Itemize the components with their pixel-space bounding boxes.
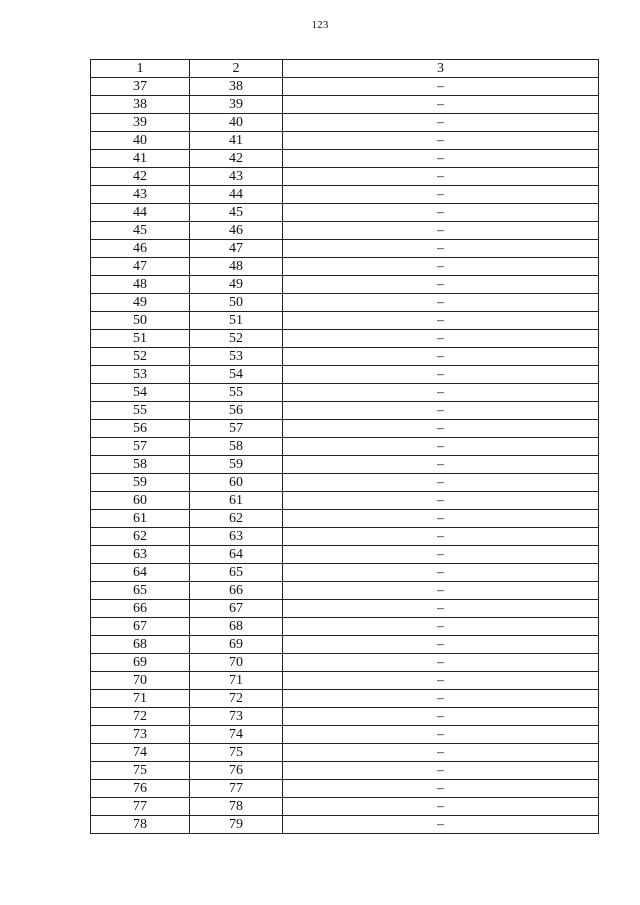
table-cell-col-2: 67 (190, 600, 283, 618)
table-cell-col-3: – (283, 798, 599, 816)
table-row (91, 294, 599, 312)
table-cell-col-1: 64 (91, 564, 190, 582)
table-cell-col-3: – (283, 690, 599, 708)
table-cell-col-1: 60 (91, 492, 190, 510)
table-cell-col-1: 61 (91, 510, 190, 528)
table-row (91, 186, 599, 204)
table-cell-col-3: – (283, 654, 599, 672)
table-cell-col-1: 53 (91, 366, 190, 384)
table-row (91, 150, 599, 168)
table-cell-col-2: 47 (190, 240, 283, 258)
table-cell-col-1: 55 (91, 402, 190, 420)
column-header-3: 3 (283, 60, 599, 78)
table-cell-col-2: 43 (190, 168, 283, 186)
table-row (91, 636, 599, 654)
table-cell-col-2: 58 (190, 438, 283, 456)
table-cell-col-2: 49 (190, 276, 283, 294)
table-cell-col-3: – (283, 204, 599, 222)
table-row (91, 798, 599, 816)
table-cell-col-1: 46 (91, 240, 190, 258)
table-row (91, 78, 599, 96)
table-cell-col-1: 71 (91, 690, 190, 708)
table-cell-col-2: 75 (190, 744, 283, 762)
table-cell-col-2: 48 (190, 258, 283, 276)
column-header-2: 2 (190, 60, 283, 78)
table-cell-col-2: 59 (190, 456, 283, 474)
table-cell-col-1: 68 (91, 636, 190, 654)
table-cell-col-1: 41 (91, 150, 190, 168)
table-row (91, 654, 599, 672)
table-cell-col-2: 74 (190, 726, 283, 744)
table-cell-col-3: – (283, 384, 599, 402)
table-cell-col-3: – (283, 744, 599, 762)
table-cell-col-1: 78 (91, 816, 190, 834)
table-cell-col-2: 44 (190, 186, 283, 204)
table-row (91, 528, 599, 546)
table-cell-col-3: – (283, 222, 599, 240)
table-cell-col-3: – (283, 564, 599, 582)
table-cell-col-2: 46 (190, 222, 283, 240)
table-row (91, 780, 599, 798)
table-cell-col-1: 54 (91, 384, 190, 402)
page-number: 123 (311, 19, 329, 31)
table-body (91, 78, 599, 834)
table-cell-col-1: 50 (91, 312, 190, 330)
table-cell-col-3: – (283, 438, 599, 456)
table-cell-col-1: 74 (91, 744, 190, 762)
table-row (91, 690, 599, 708)
table-cell-col-3: – (283, 618, 599, 636)
table-cell-col-2: 79 (190, 816, 283, 834)
table-cell-col-2: 69 (190, 636, 283, 654)
table-row (91, 402, 599, 420)
table-cell-col-2: 39 (190, 96, 283, 114)
table-cell-col-3: – (283, 240, 599, 258)
table-cell-col-2: 60 (190, 474, 283, 492)
table-cell-col-2: 78 (190, 798, 283, 816)
table-cell-col-1: 66 (91, 600, 190, 618)
table-cell-col-1: 73 (91, 726, 190, 744)
table-row (91, 204, 599, 222)
table-row (91, 618, 599, 636)
table-cell-col-3: – (283, 312, 599, 330)
table-cell-col-1: 58 (91, 456, 190, 474)
table-cell-col-2: 40 (190, 114, 283, 132)
table-cell-col-3: – (283, 726, 599, 744)
table-row (91, 456, 599, 474)
table-cell-col-3: – (283, 150, 599, 168)
table-cell-col-3: – (283, 96, 599, 114)
table-cell-col-3: – (283, 186, 599, 204)
table-row (91, 276, 599, 294)
table-cell-col-2: 56 (190, 402, 283, 420)
table-cell-col-3: – (283, 474, 599, 492)
table-cell-col-3: – (283, 78, 599, 96)
table-cell-col-2: 72 (190, 690, 283, 708)
table-cell-col-1: 65 (91, 582, 190, 600)
table-cell-col-1: 62 (91, 528, 190, 546)
table-cell-col-3: – (283, 132, 599, 150)
table-cell-col-3: – (283, 528, 599, 546)
table-cell-col-2: 68 (190, 618, 283, 636)
table-cell-col-1: 47 (91, 258, 190, 276)
table-cell-col-1: 63 (91, 546, 190, 564)
table-cell-col-2: 73 (190, 708, 283, 726)
table-cell-col-3: – (283, 276, 599, 294)
table-cell-col-2: 42 (190, 150, 283, 168)
table-cell-col-3: – (283, 366, 599, 384)
table-cell-col-2: 76 (190, 762, 283, 780)
table-cell-col-1: 56 (91, 420, 190, 438)
table-cell-col-2: 77 (190, 780, 283, 798)
table-cell-col-1: 57 (91, 438, 190, 456)
table-row (91, 366, 599, 384)
table-cell-col-2: 61 (190, 492, 283, 510)
table-header (91, 60, 599, 78)
table-cell-col-3: – (283, 114, 599, 132)
table-cell-col-2: 51 (190, 312, 283, 330)
table-cell-col-2: 53 (190, 348, 283, 366)
table-cell-col-2: 57 (190, 420, 283, 438)
table-cell-col-3: – (283, 258, 599, 276)
table-cell-col-2: 54 (190, 366, 283, 384)
table-row (91, 438, 599, 456)
table-row (91, 510, 599, 528)
table-cell-col-1: 39 (91, 114, 190, 132)
table-row (91, 348, 599, 366)
table-row (91, 222, 599, 240)
table-cell-col-3: – (283, 672, 599, 690)
table-cell-col-1: 52 (91, 348, 190, 366)
table-cell-col-1: 44 (91, 204, 190, 222)
table-cell-col-3: – (283, 330, 599, 348)
table-cell-col-1: 45 (91, 222, 190, 240)
header-row (91, 60, 599, 78)
table-cell-col-3: – (283, 636, 599, 654)
table-row (91, 492, 599, 510)
table-cell-col-1: 72 (91, 708, 190, 726)
table-cell-col-2: 63 (190, 528, 283, 546)
table-row (91, 258, 599, 276)
table-row (91, 330, 599, 348)
table-cell-col-3: – (283, 600, 599, 618)
table-cell-col-1: 48 (91, 276, 190, 294)
table-cell-col-1: 75 (91, 762, 190, 780)
table-row (91, 312, 599, 330)
table-row (91, 132, 599, 150)
table-cell-col-1: 43 (91, 186, 190, 204)
table-cell-col-2: 71 (190, 672, 283, 690)
table-cell-col-1: 69 (91, 654, 190, 672)
table-cell-col-2: 55 (190, 384, 283, 402)
table-row (91, 744, 599, 762)
table-cell-col-1: 76 (91, 780, 190, 798)
table-cell-col-2: 62 (190, 510, 283, 528)
table-cell-col-2: 45 (190, 204, 283, 222)
table-cell-col-2: 65 (190, 564, 283, 582)
table-cell-col-1: 37 (91, 78, 190, 96)
table-row (91, 708, 599, 726)
table-cell-col-1: 67 (91, 618, 190, 636)
table-row (91, 168, 599, 186)
table-cell-col-3: – (283, 510, 599, 528)
table-row (91, 762, 599, 780)
table-row (91, 816, 599, 834)
table-cell-col-3: – (283, 402, 599, 420)
table-row (91, 672, 599, 690)
table-cell-col-1: 59 (91, 474, 190, 492)
table-cell-col-3: – (283, 708, 599, 726)
table-row (91, 564, 599, 582)
table-row (91, 420, 599, 438)
column-header-1: 1 (91, 60, 190, 78)
table-cell-col-1: 42 (91, 168, 190, 186)
table-cell-col-1: 38 (91, 96, 190, 114)
table-cell-col-3: – (283, 456, 599, 474)
table-cell-col-3: – (283, 294, 599, 312)
table-cell-col-3: – (283, 492, 599, 510)
table-cell-col-1: 40 (91, 132, 190, 150)
table-row (91, 582, 599, 600)
table-cell-col-1: 49 (91, 294, 190, 312)
table-row (91, 384, 599, 402)
table-cell-col-3: – (283, 546, 599, 564)
table-row (91, 240, 599, 258)
table-cell-col-3: – (283, 168, 599, 186)
table-cell-col-3: – (283, 420, 599, 438)
table-row (91, 114, 599, 132)
table-row (91, 600, 599, 618)
table-cell-col-2: 52 (190, 330, 283, 348)
table-cell-col-1: 77 (91, 798, 190, 816)
data-table (90, 59, 599, 834)
table-cell-col-2: 70 (190, 654, 283, 672)
table-cell-col-3: – (283, 762, 599, 780)
table-cell-col-3: – (283, 816, 599, 834)
table-row (91, 96, 599, 114)
table-cell-col-1: 70 (91, 672, 190, 690)
table-cell-col-3: – (283, 780, 599, 798)
table-row (91, 726, 599, 744)
table-cell-col-3: – (283, 348, 599, 366)
table-cell-col-2: 66 (190, 582, 283, 600)
table-cell-col-1: 51 (91, 330, 190, 348)
table-cell-col-2: 41 (190, 132, 283, 150)
table-row (91, 474, 599, 492)
table-cell-col-3: – (283, 582, 599, 600)
table-cell-col-2: 50 (190, 294, 283, 312)
table-cell-col-2: 38 (190, 78, 283, 96)
table-cell-col-2: 64 (190, 546, 283, 564)
table-row (91, 546, 599, 564)
